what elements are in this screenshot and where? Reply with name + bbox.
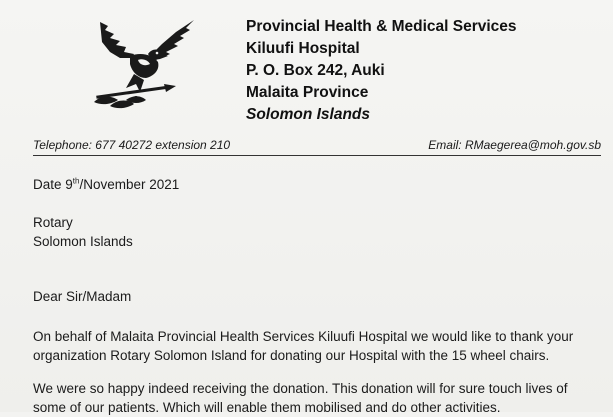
paragraph-1 xyxy=(33,327,608,365)
salutation: Dear Sir/Madam xyxy=(33,289,132,304)
recipient-block xyxy=(33,213,608,251)
telephone-text: Telephone: 677 40272 extension 210 xyxy=(33,138,231,152)
date-line xyxy=(33,175,608,194)
paragraph-1-line1: On behalf of Malaita Provincial Health Services Kiluufi Hospital we would like to thank your xyxy=(33,329,574,344)
letterhead-org: Provincial Health & Medical Services xyxy=(246,18,517,35)
date-prefix: Date 9 xyxy=(33,177,73,192)
recipient-line2: Solomon Islands xyxy=(33,234,133,249)
paragraph-1-line2: organization Rotary Solomon Island for donating our Hospital with the 15 wheel chairs. xyxy=(33,348,550,363)
letterhead-country: Solomon Islands xyxy=(246,106,371,123)
letterhead-address: P. O. Box 242, Auki xyxy=(246,62,385,79)
recipient-line1: Rotary xyxy=(33,215,73,230)
paragraph-2 xyxy=(33,379,608,417)
eagle-emblem-icon xyxy=(90,14,200,114)
date-suffix: th xyxy=(72,176,80,186)
email-text: Email: RMaegerea@moh.gov.sb xyxy=(428,138,601,152)
letterhead-hospital: Kiluufi Hospital xyxy=(246,40,360,57)
paragraph-2-line1: We were so happy indeed receiving the donation. This donation will for sure touch lives of xyxy=(33,381,568,396)
paragraph-2-line2: some of our patients. Which will enable them mobilised and do other activities. xyxy=(33,400,501,415)
date-rest: /November 2021 xyxy=(79,177,180,192)
header-divider xyxy=(33,155,601,156)
letterhead-province: Malaita Province xyxy=(246,84,369,101)
letterhead xyxy=(246,16,517,126)
